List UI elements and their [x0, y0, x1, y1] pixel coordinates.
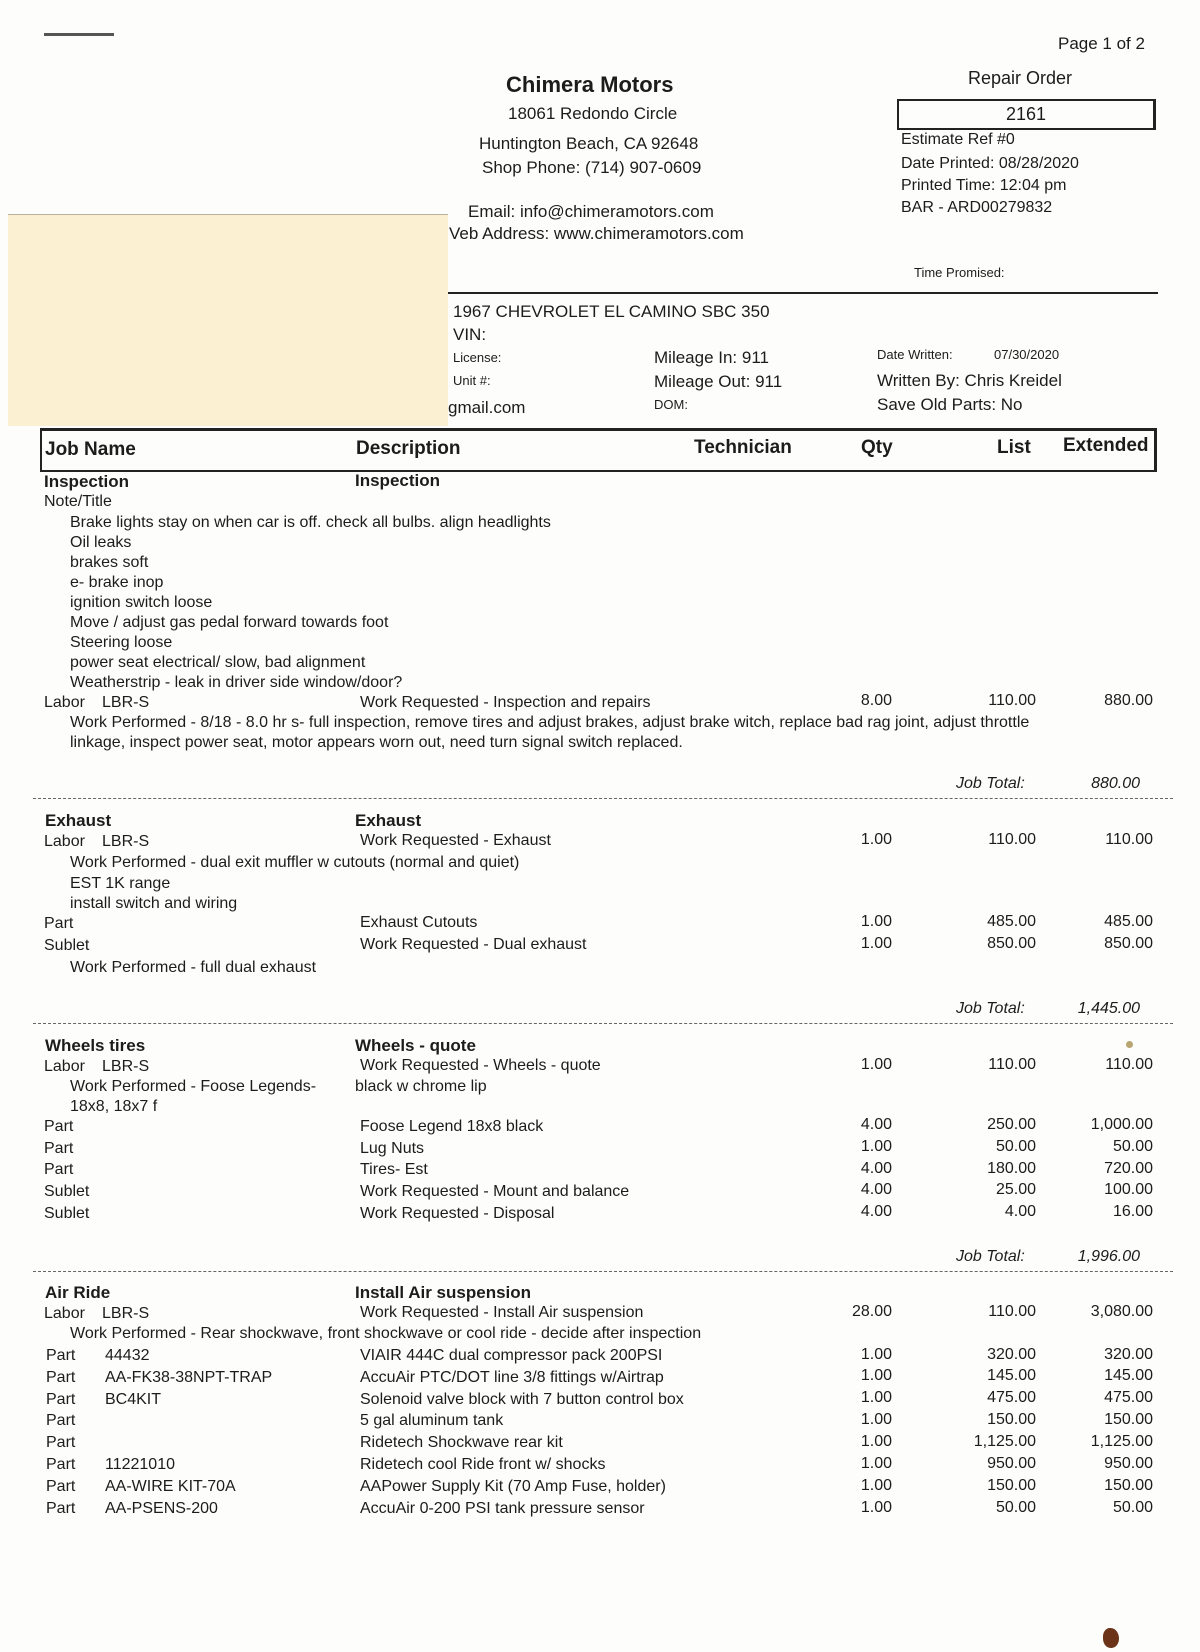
line-qty: 1.00 — [860, 1389, 892, 1406]
note-line: Steering loose — [70, 634, 173, 651]
line-code: 11221010 — [105, 1456, 175, 1473]
job-total: 1,445.00 — [1077, 1000, 1140, 1017]
line-list: 4.00 — [1004, 1203, 1036, 1220]
line-description: Ridetech Shockwave rear kit — [360, 1434, 563, 1451]
job-name: Exhaust — [45, 811, 112, 830]
line-extended: 3,080.00 — [1090, 1303, 1153, 1320]
col-description: Description — [356, 438, 461, 459]
line-list: 50.00 — [995, 1499, 1036, 1516]
line-list: 180.00 — [987, 1160, 1036, 1177]
line-qty: 1.00 — [860, 831, 892, 848]
job-total: 1,996.00 — [1077, 1248, 1140, 1265]
line-type: Part — [46, 1391, 76, 1408]
line-qty: 1.00 — [860, 1138, 892, 1155]
col-qty: Qty — [861, 437, 893, 458]
estimate-ref: Estimate Ref #0 — [901, 131, 1015, 148]
line-qty: 1.00 — [860, 1056, 892, 1073]
line-qty: 1.00 — [860, 935, 892, 952]
shop-name: Chimera Motors — [506, 72, 674, 97]
shop-email: Email: info@chimeramotors.com — [468, 202, 714, 221]
job-total-label: Job Total: — [956, 775, 1025, 792]
job-divider — [33, 1023, 1173, 1024]
written-by: Written By: Chris Kreidel — [877, 371, 1062, 390]
line-description: Work Requested - Disposal — [360, 1205, 555, 1222]
line-description: Ridetech cool Ride front w/ shocks — [360, 1456, 606, 1473]
work-performed: linkage, inspect power seat, motor appears worn out, need turn signal switch replaced. — [70, 734, 683, 751]
line-qty: 1.00 — [860, 1411, 892, 1428]
dom-label: DOM: — [654, 397, 688, 412]
line-type: Part — [46, 1456, 76, 1473]
line-description: 5 gal aluminum tank — [360, 1412, 504, 1429]
line-type: Sublet — [44, 1205, 90, 1222]
order-number: 2161 — [1005, 104, 1047, 124]
line-extended: 485.00 — [1104, 913, 1153, 930]
scan-mark — [44, 33, 114, 36]
line-extended: 475.00 — [1104, 1389, 1153, 1406]
line-code: LBR-S — [102, 694, 150, 711]
job-total-label: Job Total: — [956, 1000, 1025, 1017]
note-line: Move / adjust gas pedal forward towards foot — [70, 614, 389, 631]
mileage-out: Mileage Out: 911 — [654, 372, 783, 391]
work-performed: Work Performed - dual exit muffler w cutouts (normal and quiet) — [70, 854, 520, 871]
line-extended: 850.00 — [1104, 935, 1153, 952]
line-extended: 950.00 — [1104, 1455, 1153, 1472]
line-list: 850.00 — [987, 935, 1036, 952]
line-extended: 880.00 — [1104, 692, 1153, 709]
job-name: Air Ride — [45, 1283, 111, 1302]
work-performed: Work Performed - 8/18 - 8.0 hr s- full inspection, remove tires and adjust brakes, adjust brake witch, replace bad rag joint, adjust throttle — [70, 714, 1030, 731]
line-extended: 16.00 — [1112, 1203, 1153, 1220]
line-qty: 1.00 — [860, 913, 892, 930]
job-total-label: Job Total: — [956, 1248, 1025, 1265]
line-type: Sublet — [44, 937, 90, 954]
line-type: Part — [46, 1347, 76, 1364]
line-description: VIAIR 444C dual compressor pack 200PSI — [360, 1347, 663, 1364]
mileage-in: Mileage In: 911 — [654, 348, 769, 367]
job-total: 880.00 — [1091, 775, 1140, 792]
col-list: List — [997, 437, 1031, 458]
line-list: 485.00 — [987, 913, 1036, 930]
line-list: 150.00 — [987, 1477, 1036, 1494]
line-list: 110.00 — [988, 1303, 1036, 1320]
line-description: Work Requested - Install Air suspension — [360, 1304, 644, 1321]
line-qty: 4.00 — [860, 1181, 892, 1198]
line-list: 25.00 — [995, 1181, 1036, 1198]
line-code: LBR-S — [102, 1305, 150, 1322]
job-title: Wheels - quote — [355, 1036, 476, 1055]
line-extended: 110.00 — [1105, 1056, 1153, 1073]
line-type: Part — [46, 1369, 76, 1386]
line-code: 44432 — [105, 1347, 150, 1364]
line-description: AccuAir PTC/DOT line 3/8 fittings w/Airtrap — [360, 1369, 664, 1386]
line-description: Tires- Est — [360, 1161, 428, 1178]
license-label: License: — [453, 350, 502, 365]
unit-label: Unit #: — [453, 373, 491, 388]
line-extended: 100.00 — [1104, 1181, 1153, 1198]
printed-time: Printed Time: 12:04 pm — [901, 177, 1067, 194]
line-qty: 8.00 — [860, 692, 892, 709]
order-number-box — [897, 99, 1156, 130]
line-list: 950.00 — [987, 1455, 1036, 1472]
note-line: ignition switch loose — [70, 594, 213, 611]
line-extended: 1,000.00 — [1090, 1116, 1153, 1133]
line-type: Part — [46, 1500, 76, 1517]
job-divider — [33, 798, 1173, 799]
shop-phone: Shop Phone: (714) 907-0609 — [482, 158, 702, 177]
customer-email: gmail.com — [448, 398, 526, 417]
line-description: Work Requested - Inspection and repairs — [360, 694, 651, 711]
line-type: Part — [44, 1118, 74, 1135]
line-list: 110.00 — [988, 1056, 1036, 1073]
shop-city: Huntington Beach, CA 92648 — [479, 134, 699, 153]
line-description: Solenoid valve block with 7 button control box — [360, 1391, 684, 1408]
line-type: Labor — [44, 694, 85, 711]
job-name: Inspection — [44, 472, 130, 491]
date-written: 07/30/2020 — [994, 347, 1060, 362]
bar-number: BAR - ARD00279832 — [901, 199, 1053, 216]
page-number: Page 1 of 2 — [1058, 34, 1145, 53]
date-written-label: Date Written: — [877, 347, 953, 362]
line-qty: 1.00 — [860, 1477, 892, 1494]
line-code: AA-FK38-38NPT-TRAP — [105, 1369, 273, 1386]
line-type: Part — [44, 915, 74, 932]
shop-address: 18061 Redondo Circle — [508, 104, 678, 123]
column-header — [40, 428, 1157, 472]
line-extended: 145.00 — [1104, 1367, 1153, 1384]
job-title: Install Air suspension — [355, 1283, 532, 1302]
line-extended: 720.00 — [1104, 1160, 1153, 1177]
line-type: Part — [44, 1140, 74, 1157]
line-qty: 28.00 — [851, 1303, 892, 1320]
redaction-block — [8, 214, 448, 426]
line-type: Sublet — [44, 1183, 90, 1200]
line-description: Work Requested - Dual exhaust — [360, 936, 587, 953]
note-label: Note/Title — [44, 493, 112, 510]
time-promised: Time Promised: — [914, 265, 1005, 280]
line-qty: 4.00 — [860, 1203, 892, 1220]
line-qty: 1.00 — [860, 1433, 892, 1450]
line-list: 150.00 — [987, 1411, 1036, 1428]
line-type: Part — [46, 1412, 76, 1429]
line-description: Exhaust Cutouts — [360, 914, 478, 931]
ink-stain — [1103, 1628, 1119, 1648]
col-job-name: Job Name — [45, 439, 136, 460]
line-type: Labor — [44, 833, 85, 850]
note-line: Weatherstrip - leak in driver side window/door? — [70, 674, 403, 691]
line-extended: 320.00 — [1104, 1346, 1153, 1363]
line-qty: 1.00 — [860, 1455, 892, 1472]
line-list: 110.00 — [988, 692, 1036, 709]
line-extended: 110.00 — [1105, 831, 1153, 848]
work-performed: Work Performed - full dual exhaust — [70, 959, 317, 976]
line-type: Labor — [44, 1058, 85, 1075]
ink-speck — [1126, 1041, 1133, 1048]
job-title: Inspection — [355, 471, 441, 490]
job-title: Exhaust — [355, 811, 422, 830]
note-line: 18x8, 18x7 f — [70, 1098, 158, 1115]
line-type: Part — [44, 1161, 74, 1178]
line-description: Work Requested - Mount and balance — [360, 1183, 630, 1200]
line-extended: 1,125.00 — [1090, 1433, 1153, 1450]
note-line: EST 1K range — [70, 875, 171, 892]
line-description: Work Requested - Exhaust — [360, 832, 551, 849]
note-line: brakes soft — [70, 554, 149, 571]
line-description: Foose Legend 18x8 black — [360, 1118, 544, 1135]
line-list: 250.00 — [987, 1116, 1036, 1133]
line-list: 50.00 — [995, 1138, 1036, 1155]
work-performed: black w chrome lip — [355, 1078, 487, 1095]
repair-order-title: Repair Order — [968, 68, 1073, 88]
note-line: e- brake inop — [70, 574, 164, 591]
work-performed: Work Performed - Foose Legends- — [70, 1078, 317, 1095]
note-line: install switch and wiring — [70, 895, 238, 912]
line-extended: 150.00 — [1104, 1411, 1153, 1428]
line-extended: 50.00 — [1112, 1499, 1153, 1516]
vehicle-description: 1967 CHEVROLET EL CAMINO SBC 350 — [453, 302, 770, 321]
line-code: AA-PSENS-200 — [105, 1500, 218, 1517]
line-description: Lug Nuts — [360, 1140, 425, 1157]
redaction-edge — [8, 214, 448, 215]
line-type: Part — [46, 1434, 76, 1451]
line-qty: 4.00 — [860, 1116, 892, 1133]
line-code: BC4KIT — [105, 1391, 162, 1408]
save-old-parts: Save Old Parts: No — [877, 395, 1023, 414]
line-list: 145.00 — [987, 1367, 1036, 1384]
line-extended: 50.00 — [1112, 1138, 1153, 1155]
line-qty: 4.00 — [860, 1160, 892, 1177]
line-description: AAPower Supply Kit (70 Amp Fuse, holder) — [360, 1478, 666, 1495]
line-qty: 1.00 — [860, 1346, 892, 1363]
vin-label: VIN: — [453, 325, 487, 344]
col-extended: Extended — [1063, 435, 1149, 456]
line-code: LBR-S — [102, 833, 150, 850]
work-performed: Work Performed - Rear shockwave, front shockwave or cool ride - decide after inspection — [70, 1325, 702, 1342]
note-line: Brake lights stay on when car is off. check all bulbs. align headlights — [70, 514, 551, 531]
line-qty: 1.00 — [860, 1499, 892, 1516]
line-code: LBR-S — [102, 1058, 150, 1075]
line-list: 1,125.00 — [973, 1433, 1036, 1450]
line-code: AA-WIRE KIT-70A — [105, 1478, 236, 1495]
job-divider — [33, 1271, 1173, 1272]
date-printed: Date Printed: 08/28/2020 — [901, 155, 1079, 172]
job-name: Wheels tires — [45, 1036, 146, 1055]
line-type: Labor — [44, 1305, 85, 1322]
header-divider — [448, 292, 1158, 294]
line-list: 320.00 — [987, 1346, 1036, 1363]
line-list: 110.00 — [988, 831, 1036, 848]
line-description: AccuAir 0-200 PSI tank pressure sensor — [360, 1500, 645, 1517]
line-qty: 1.00 — [860, 1367, 892, 1384]
line-list: 475.00 — [987, 1389, 1036, 1406]
note-line: Oil leaks — [70, 534, 132, 551]
line-type: Part — [46, 1478, 76, 1495]
shop-web: Veb Address: www.chimeramotors.com — [449, 224, 744, 243]
note-line: power seat electrical/ slow, bad alignment — [70, 654, 366, 671]
line-description: Work Requested - Wheels - quote — [360, 1057, 601, 1074]
line-extended: 150.00 — [1104, 1477, 1153, 1494]
col-technician: Technician — [694, 437, 792, 458]
